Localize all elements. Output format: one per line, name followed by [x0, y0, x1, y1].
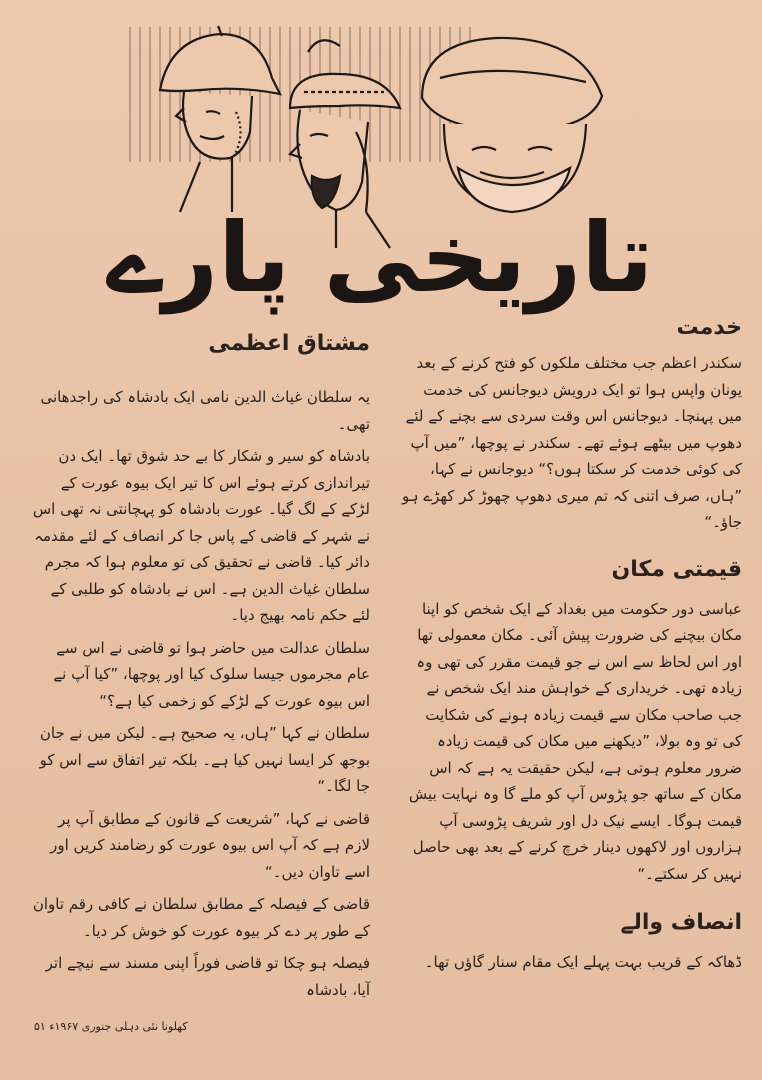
section-paragraph: عباسی دور حکومت میں بغداد کے ایک شخص کو اپنا مکان بیچنے کی ضرورت پیش آئی۔ مکان معمولی تھا اور اس لحاظ سے اس نے جو قیمت مقرر کی تھی وہ زیادہ تھی۔ خریداری کے خواہش مند ایک شخص نے جب صاحب مکان سے قیمت زیادہ ہونے کی شکایت کی تو وہ بولا، ”دیکھنے میں مکان کی قیمت زیادہ ضرور معلوم ہوتی ہے، لیکن حقیقت یہ ہے کہ اس مکان کے ساتھ جو پڑوس آپ کو ملے گا وہ نہایت بیش قیمت ہوگا۔ ایسے نیک دل اور شریف پڑوسی آپ ہزاروں اور لاکھوں دینار خرچ کرنے کے بعد بھی حاصل نہیں کر سکتے۔“	[408, 599, 742, 883]
story-paragraph: یہ سلطان غیاث الدین نامی ایک بادشاہ کی راجدھانی تھی۔	[40, 388, 370, 433]
helmeted-soldier-figure	[160, 26, 280, 212]
right-column	[402, 312, 742, 982]
author-byline: مشتاق اعظمی	[208, 331, 370, 356]
story-paragraph: قاضی نے کہا، ”شریعت کے قانون کے مطابق آپ پر لازم ہے کہ آپ اس بیوہ عورت کو رضامند کریں اور اسے تاوان دیں۔“	[50, 809, 370, 881]
story-paragraph: سلطان عدالت میں حاضر ہوا تو قاضی نے اس سے عام مجرموں جیسا سلوک کیا اور پوچھا، ”کیا آپ نے اس بیوہ عورت کے لڑکے کو زخمی کیا ہے؟“	[53, 638, 370, 710]
bearded-sage-figure	[422, 38, 602, 212]
story-paragraph: سلطان نے کہا ”ہاں، یہ صحیح ہے۔ لیکن میں نے جان بوجھ کر ایسا نہیں کیا ہے۔ بلکہ تیر اتفاق سے اس کو جا لگا۔“	[39, 724, 370, 795]
section-heading-khidmat: خدمت	[676, 315, 742, 340]
section-paragraph: ڈھاکہ کے قریب بہت پہلے ایک مقام سنار گاؤں تھا۔	[424, 953, 742, 971]
left-column	[30, 328, 370, 1009]
section-heading-insaf-wale: انصاف والے	[620, 910, 742, 935]
story-paragraph: بادشاہ کو سیر و شکار کا بے حد شوق تھا۔ ایک دن تیراندازی کرتے ہوئے اس کا تیر ایک بیوہ عورت کے لڑکے کے لگ گیا۔ عورت بادشاہ کو پہچانتی نہ تھی اس نے شہر کے قاضی کے پاس جا کر انصاف کے لئے مقدمہ دائر کیا۔ قاضی نے تحقیق کی تو معلوم ہوا کہ مجرم سلطان غیاث الدین ہے۔ اس نے بادشاہ کو طلبی کے لئے حکم نامہ بھیج دیا۔	[32, 447, 370, 624]
calligraphic-title: تاریخی پارے	[106, 202, 654, 314]
section-paragraph: سکندر اعظم جب مختلف ملکوں کو فتح کرنے کے بعد یونان واپس ہوا تو ایک درویش دیوجانس کی خدمت میں پہنچا۔ دیوجانس اس وقت سردی سے بچنے کے لئے دھوپ میں بیٹھے ہوئے تھے۔ سکندر نے پوچھا، ”میں آپ کی کوئی خدمت کر سکتا ہوں؟“ دیوجانس نے کہا، ”ہاں، صرف اتنی کہ تم میری دھوپ چھوڑ کر کھڑے ہو جاؤ۔“	[402, 354, 742, 531]
story-paragraph: قاضی کے فیصلہ کے مطابق سلطان نے کافی رقم تاوان کے طور پر دے کر بیوہ عورت کو خوش کر دیا۔	[32, 895, 370, 940]
page-footer: کھلونا نئی دہلی جنوری ۱۹۶۷ء ۵۱	[34, 1020, 188, 1033]
story-paragraph: فیصلہ ہو چکا تو قاضی فوراً اپنی مسند سے نیچے اتر آیا، بادشاہ	[45, 954, 370, 999]
section-heading-qeemti-makan: قیمتی مکان	[611, 556, 742, 582]
